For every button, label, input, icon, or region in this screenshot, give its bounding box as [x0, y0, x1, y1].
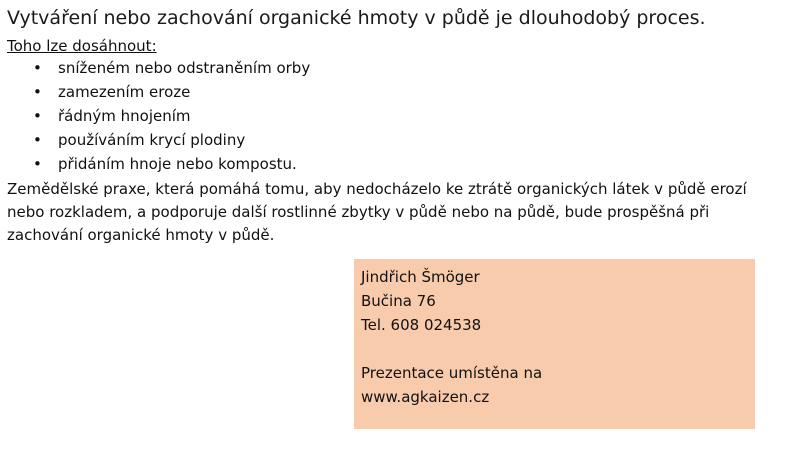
bullet-dot-icon: • [33, 83, 42, 101]
contact-presentation-note: Prezentace umístěna na [361, 364, 543, 382]
bullet-list [0, 58, 310, 178]
bullet-text: řádným hnojením [58, 107, 191, 125]
bullet-item [0, 154, 310, 178]
contact-phone: Tel. 608 024538 [361, 316, 482, 334]
bullet-text: sníženém nebo odstraněním orby [58, 59, 311, 77]
slide-title: Vytváření nebo zachování organické hmoty v půdě je dlouhodobý proces. [7, 7, 706, 29]
contact-address: Bučina 76 [361, 292, 436, 310]
bullet-item [0, 130, 310, 154]
bullet-item [0, 82, 310, 106]
contact-name: Jindřich Šmöger [361, 268, 480, 286]
bullet-dot-icon: • [33, 131, 42, 149]
bullet-text: zamezením eroze [58, 83, 191, 101]
bullet-dot-icon: • [33, 155, 42, 173]
contact-website: www.agkaizen.cz [361, 388, 490, 406]
bullet-text: používáním krycí plodiny [58, 131, 246, 149]
bullet-text: přidáním hnoje nebo kompostu. [58, 155, 297, 173]
bullet-dot-icon: • [33, 107, 42, 125]
bullet-item [0, 106, 310, 130]
contact-box [354, 259, 755, 429]
slide-subtitle: Toho lze dosáhnout: [7, 37, 157, 55]
bullet-dot-icon: • [33, 59, 42, 77]
body-paragraph: Zemědělské praxe, která pomáhá tomu, aby nedocházelo ke ztrátě organických látek v půdě erozí nebo rozkladem, a podporuje další rostlinné zbytky v půdě nebo na půdě, bude prospěšná při zachování organické hmoty v půdě. [7, 180, 747, 244]
bullet-item [0, 58, 310, 82]
